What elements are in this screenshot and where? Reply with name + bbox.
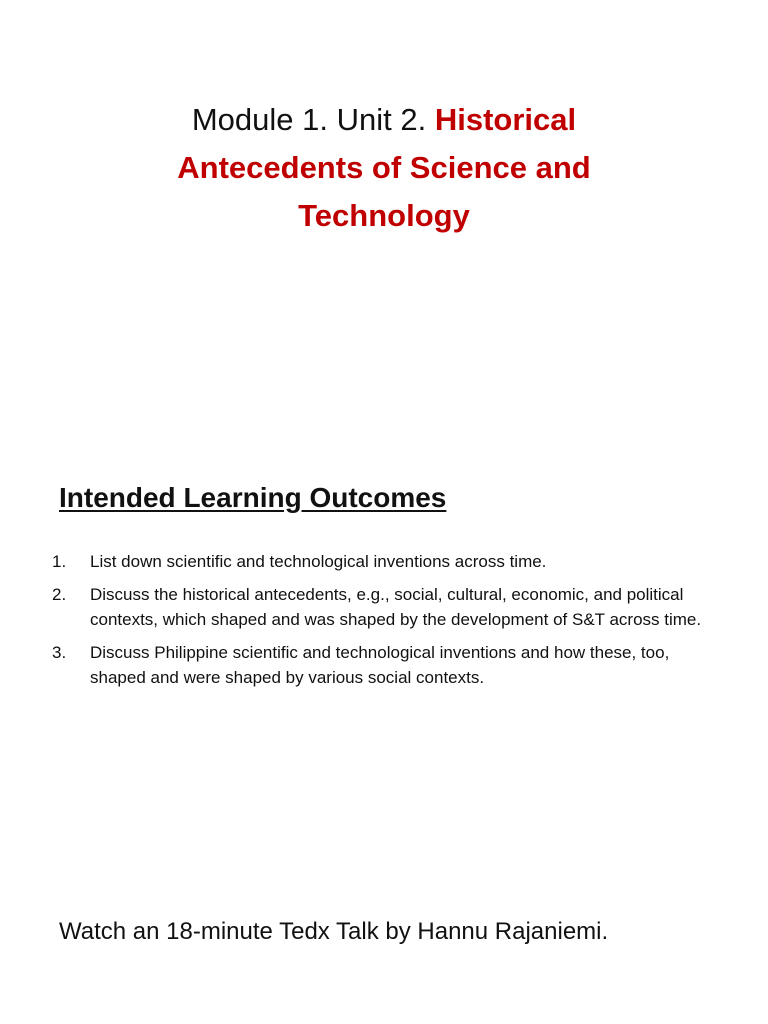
outcome-number: 2. — [52, 585, 67, 604]
outcome-number: 1. — [52, 552, 67, 571]
outcome-text: List down scientific and technological inventions across time. — [90, 552, 547, 571]
outcome-number: 3. — [52, 643, 67, 662]
learning-outcome-item — [52, 640, 712, 690]
outcome-text: Discuss the historical antecedents, e.g., social, cultural, economic, and political contexts, which shaped and was shaped by the development of S&T across time. — [90, 585, 702, 629]
tedx-talk-note: Watch an 18-minute Tedx Talk by Hannu Rajaniemi. — [59, 918, 609, 945]
learning-outcome-item — [52, 549, 712, 574]
slide-title — [110, 96, 658, 240]
title-highlight: Historical Antecedents of Science and Technology — [177, 102, 591, 233]
learning-outcome-item — [52, 582, 712, 632]
outcome-text: Discuss Philippine scientific and technological inventions and how these, too, shaped and were shaped by various social contexts. — [90, 643, 670, 687]
title-prefix: Module 1. Unit 2. — [191, 102, 427, 137]
learning-outcomes-list — [52, 549, 712, 698]
learning-outcomes-heading: Intended Learning Outcomes — [59, 482, 447, 513]
